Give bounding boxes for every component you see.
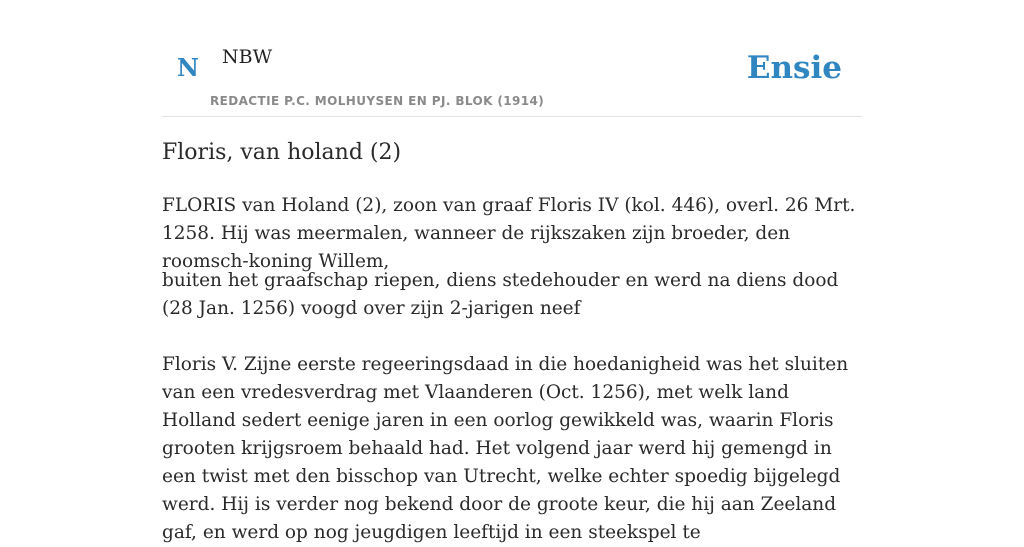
publication-name[interactable]: NBW	[222, 46, 273, 68]
page-title: Floris, van holand (2)	[162, 140, 402, 165]
publication-subtitle: REDACTIE P.C. MOLHUYSEN EN PJ. BLOK (1914)	[210, 94, 545, 108]
article-paragraph: buiten het graafschap riepen, diens stedehouder en werd na diens dood (28 Jan. 1256) voogd over zijn 2-jarigen neef	[162, 270, 839, 319]
article-paragraph: Floris V. Zijne eerste regeeringsdaad in die hoedanigheid was het sluiten van een vredesverdrag met Vlaanderen (Oct. 1256), met welk land Holland sedert eenige jaren in een oorlog gewikkeld was, waarin Floris grooten krijgsroem behaald had. Het volgend jaar werd hij gemengd in een twist met den bisschop van Utrecht, welke echter spoedig bijgelegd werd. Hij is verder nog bekend door de groote keur, die hij aan Zeeland gaf, en werd op nog jeugdigen leeftijd in een steekspel te	[162, 354, 849, 543]
article-paragraph: FLORIS van Holand (2), zoon van graaf Floris IV (kol. 446), overl. 26 Mrt. 1258. Hij was meermalen, wanneer de rijkszaken zijn broeder, den roomsch-koning Willem,	[162, 195, 856, 272]
ensie-logo[interactable]: Ensie	[746, 50, 842, 86]
publication-logo-icon[interactable]: N	[177, 53, 199, 82]
header	[162, 0, 862, 117]
article-page	[162, 0, 862, 543]
